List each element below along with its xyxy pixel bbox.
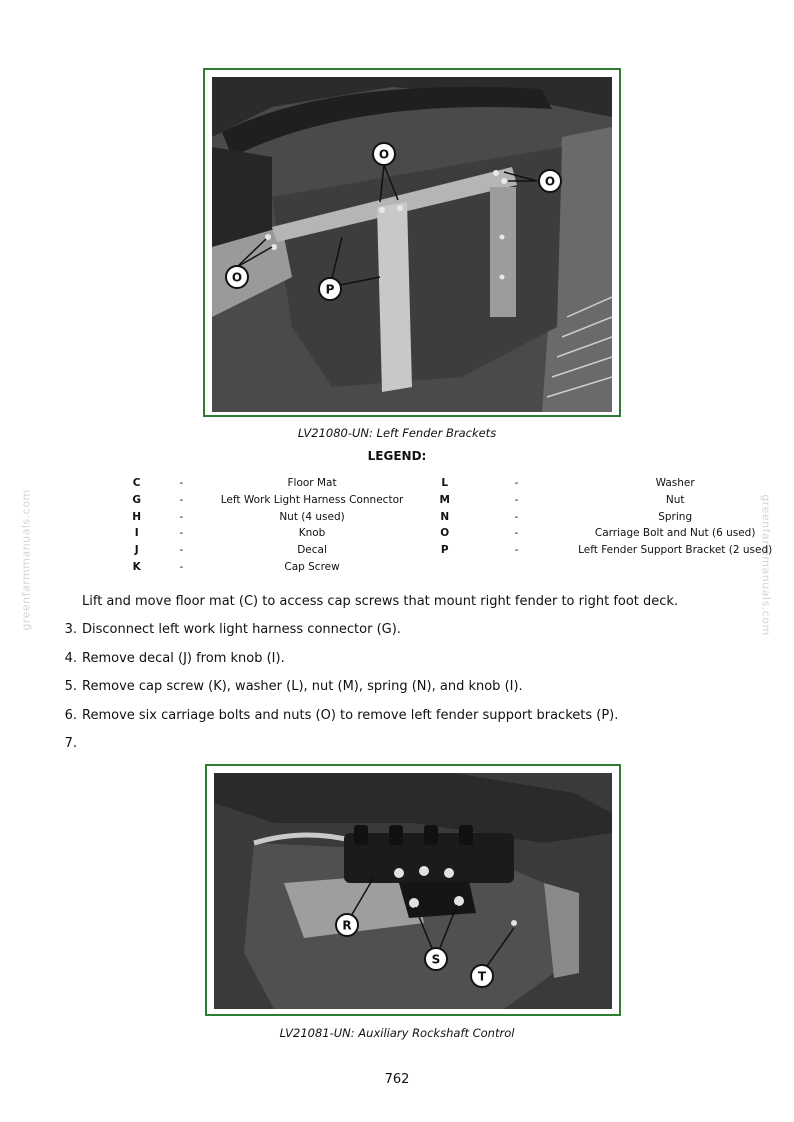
legend-description: Cap Screw <box>284 560 340 573</box>
callout-o-left-label: O <box>231 270 243 285</box>
callout-o-top-label: O <box>378 147 390 162</box>
legend-description <box>556 558 794 575</box>
procedure-step <box>60 650 740 678</box>
figure-auxiliary-rockshaft-control <box>205 764 621 1016</box>
legend-row <box>122 475 794 492</box>
legend-dash: - <box>179 527 184 540</box>
auxiliary-rockshaft-control-illustration <box>214 773 612 1009</box>
legend-code: K <box>132 560 141 573</box>
callout-s <box>425 948 447 970</box>
legend-code: I <box>134 527 139 540</box>
procedure-step <box>60 707 740 735</box>
callout-p-label: P <box>325 282 335 297</box>
legend-dash <box>477 558 557 575</box>
step-number: 5. <box>64 679 77 695</box>
step-number: 4. <box>64 650 77 666</box>
procedure-steps <box>60 593 740 763</box>
legend-description: Left Fender Support Bracket (2 used) <box>578 544 773 557</box>
callout-o-top <box>373 143 395 165</box>
procedure-step <box>60 735 740 763</box>
step-text: Remove cap screw (K), washer (L), nut (M), spring (N), and knob (I). <box>82 679 523 695</box>
legend-dash: - <box>179 477 184 490</box>
step-text: Remove six carriage bolts and nuts (O) to remove left fender support brackets (P). <box>82 707 619 723</box>
legend-title: LEGEND: <box>367 449 427 463</box>
watermark-left: greenfarmmanuals.com <box>19 489 33 631</box>
legend-dash: - <box>179 510 184 523</box>
procedure-step <box>60 593 740 621</box>
legend-code <box>413 558 477 575</box>
legend-dash: - <box>179 560 184 573</box>
callout-t <box>471 965 493 987</box>
legend-description: Nut <box>665 494 685 507</box>
legend-dash: - <box>179 494 184 507</box>
figure2-caption: LV21081-UN: Auxiliary Rockshaft Control <box>279 1026 515 1040</box>
step-text: Disconnect left work light harness connector (G). <box>82 622 401 638</box>
procedure-step <box>60 678 740 706</box>
legend-dash: - <box>179 544 184 557</box>
figure1-caption: LV21080-UN: Left Fender Brackets <box>297 426 497 440</box>
legend-dash: - <box>514 527 519 540</box>
callout-r <box>336 914 358 936</box>
step-number: 6. <box>64 707 77 723</box>
legend-code: H <box>132 510 142 523</box>
callout-p <box>319 278 341 300</box>
step-text: Lift and move floor mat (C) to access cap screws that mount right fender to right foot deck. <box>82 594 679 609</box>
legend-dash: - <box>514 544 519 557</box>
legend-code: J <box>134 544 139 557</box>
legend-code: M <box>439 494 450 507</box>
callout-o-left <box>226 266 248 288</box>
legend-description: Left Work Light Harness Connector <box>220 494 404 507</box>
legend-dash: - <box>514 510 519 523</box>
legend-code: O <box>440 527 450 540</box>
callout-r-label: R <box>342 918 352 933</box>
callout-t-label: T <box>477 969 487 984</box>
legend-description: Floor Mat <box>287 477 337 490</box>
watermark-right: greenfarmmanuals.com <box>759 494 773 636</box>
legend-description: Knob <box>298 527 326 540</box>
figure-left-fender-brackets <box>203 68 621 417</box>
legend-description: Decal <box>297 544 327 557</box>
legend-row <box>122 525 794 542</box>
left-fender-brackets-illustration <box>212 77 612 412</box>
legend-row <box>122 542 794 559</box>
legend-description: Spring <box>658 510 693 523</box>
legend-row <box>122 492 794 509</box>
legend-description: Washer <box>655 477 695 490</box>
legend-code: C <box>132 477 141 490</box>
callout-s-label: S <box>431 952 441 967</box>
legend-code: G <box>132 494 141 507</box>
callout-o-right-label: O <box>544 174 556 189</box>
procedure-step <box>60 621 740 649</box>
step-text: Remove decal (J) from knob (I). <box>82 650 285 666</box>
legend-row <box>122 558 794 575</box>
legend-code: L <box>441 477 449 490</box>
legend-description: Nut (4 used) <box>279 510 345 523</box>
legend-code: P <box>440 544 449 557</box>
step-number: 7. <box>64 735 77 751</box>
step-number: 3. <box>64 622 77 638</box>
legend-dash: - <box>514 494 519 507</box>
page-number: 762 <box>384 1072 410 1087</box>
legend-code: N <box>440 510 450 523</box>
legend-row <box>122 508 794 525</box>
legend-dash: - <box>514 477 519 490</box>
callout-o-right <box>539 170 561 192</box>
legend-description: Carriage Bolt and Nut (6 used) <box>594 527 756 540</box>
legend-table <box>122 475 794 575</box>
